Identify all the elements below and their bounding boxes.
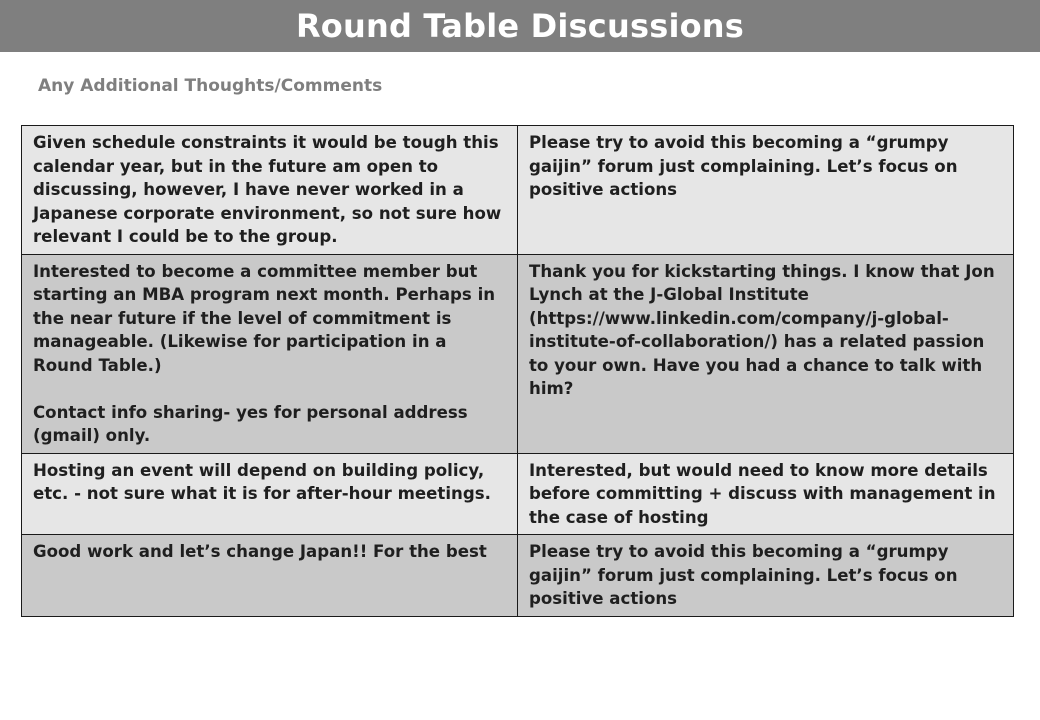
comments-table <box>21 125 1014 617</box>
table-row <box>22 453 1014 535</box>
comment-cell-left: Good work and let’s change Japan!! For the best <box>22 535 518 617</box>
table-row <box>22 535 1014 617</box>
table-row <box>22 254 1014 453</box>
page-title: Round Table Discussions <box>295 7 745 45</box>
section-subtitle: Any Additional Thoughts/Comments <box>38 76 383 96</box>
table-row <box>22 126 1014 255</box>
comment-cell-left: Interested to become a committee member but starting an MBA program next month. Perhaps in the near future if the level of commitment is manageable. (Likewise for participation in a Round Table.) Contact info sharing- yes for personal address (gmail) only. <box>22 254 518 453</box>
comment-cell-left: Hosting an event will depend on building policy, etc. - not sure what it is for after-hour meetings. <box>22 453 518 535</box>
comment-cell-right: Please try to avoid this becoming a “grumpy gaijin” forum just complaining. Let’s focus on positive actions <box>518 535 1014 617</box>
comment-cell-right: Interested, but would need to know more details before committing + discuss with management in the case of hosting <box>518 453 1014 535</box>
comment-cell-right: Thank you for kickstarting things. I know that Jon Lynch at the J-Global Institute (https://www.linkedin.com/company/j-global-institute-of-collaboration/) has a related passion to your own. Have you had a chance to talk with him? <box>518 254 1014 453</box>
comment-cell-left: Given schedule constraints it would be tough this calendar year, but in the future am open to discussing, however, I have never worked in a Japanese corporate environment, so not sure how relevant I could be to the group. <box>22 126 518 255</box>
title-bar <box>0 0 1040 52</box>
comment-cell-right: Please try to avoid this becoming a “grumpy gaijin” forum just complaining. Let’s focus on positive actions <box>518 126 1014 255</box>
